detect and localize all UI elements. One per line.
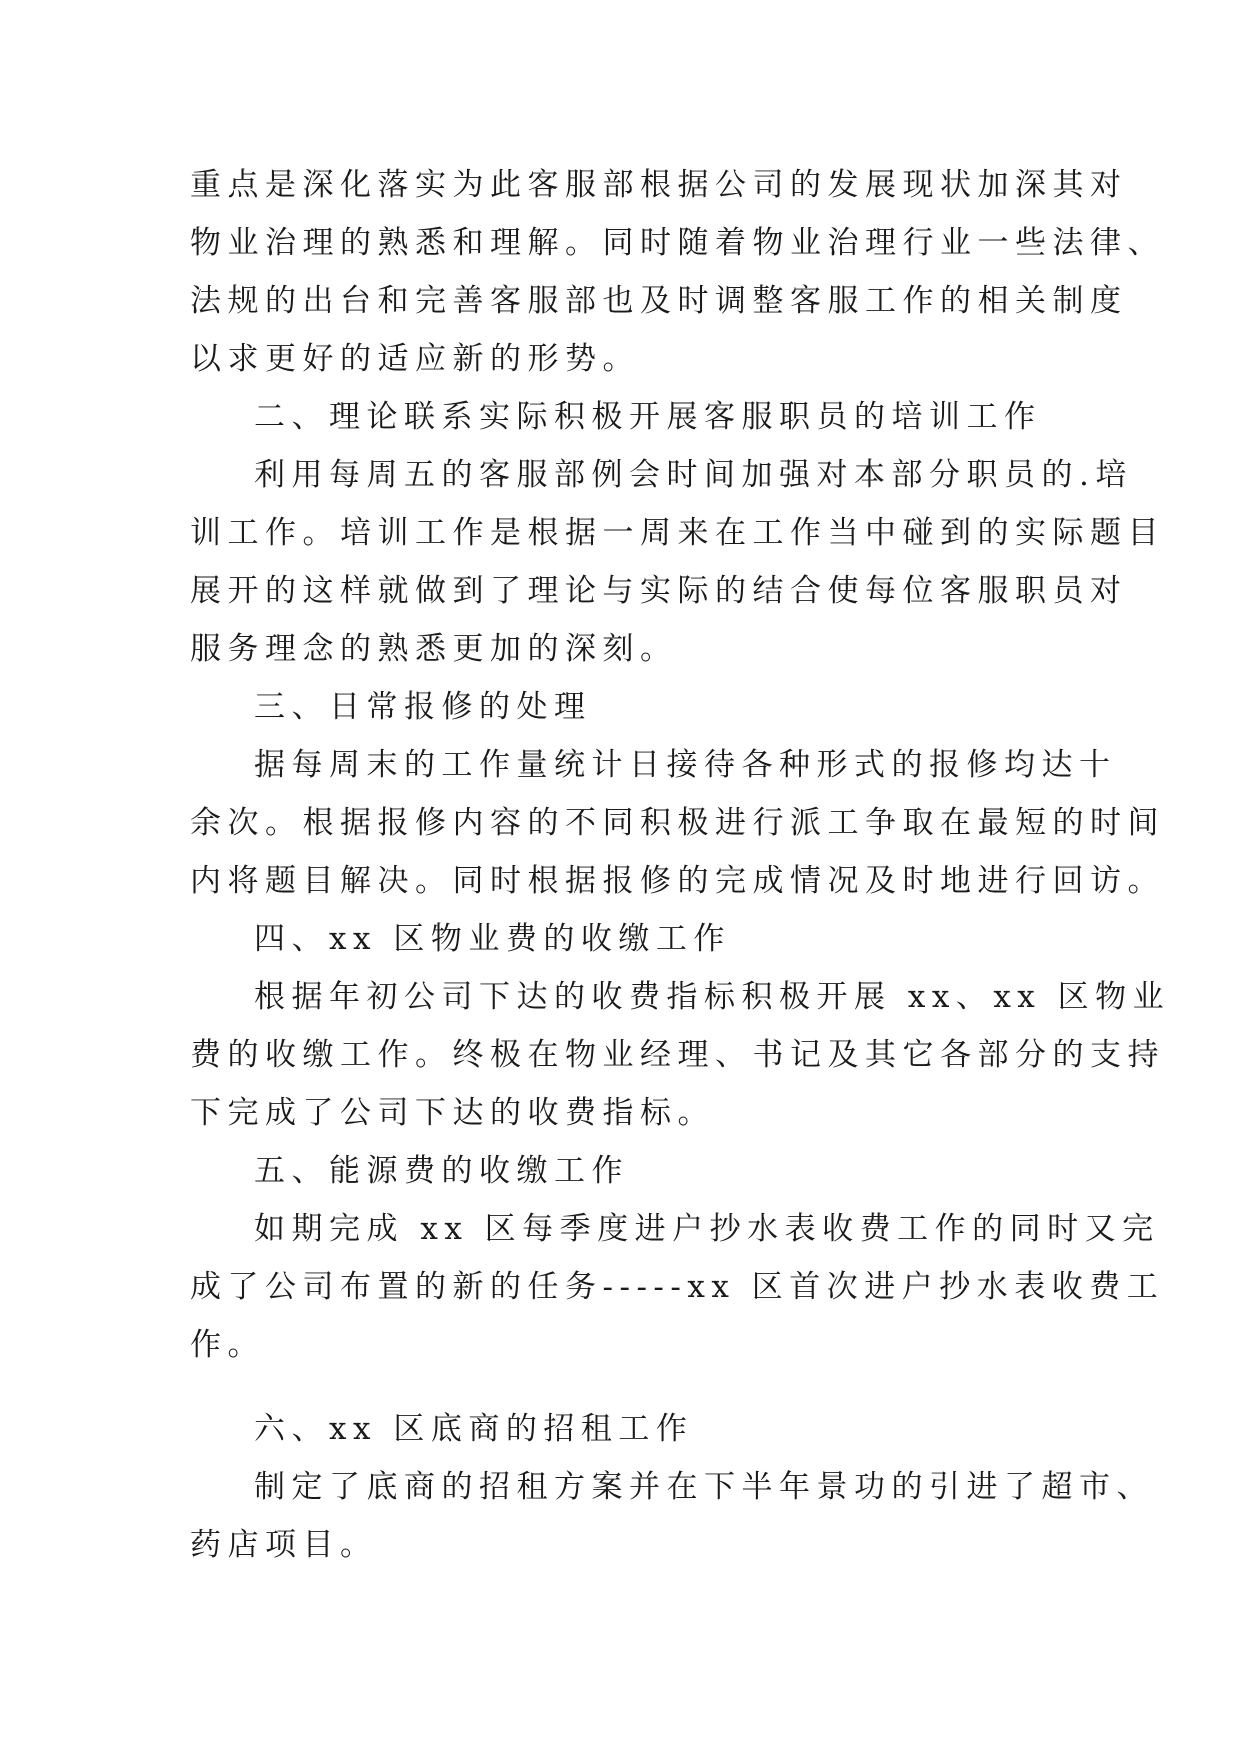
section-heading-5: 五、能源费的收缴工作: [254, 1153, 629, 1189]
text-line: 以求更好的适应新的形势。: [190, 341, 640, 377]
section-heading-3: 三、日常报修的处理: [254, 689, 592, 725]
text-line: 内将题目解决。同时根据报修的完成情况及时地进行回访。: [190, 863, 1165, 899]
text-line: 作。: [190, 1327, 265, 1363]
text-line: 余次。根据报修内容的不同积极进行派工争取在最短的时间: [190, 805, 1165, 841]
text-line: 服务理念的熟悉更加的深刻。: [190, 631, 678, 667]
section-heading-2: 二、理论联系实际积极开展客服职员的培训工作: [254, 399, 1042, 435]
section-heading-6: 六、xx 区底商的招租工作: [254, 1411, 694, 1447]
document-body: [190, 156, 1171, 1574]
text-line: 成了公司布置的新的任务-----xx 区首次进户抄水表收费工: [190, 1269, 1165, 1305]
text-line: 法规的出台和完善客服部也及时调整客服工作的相关制度: [190, 283, 1128, 319]
text-line: 制定了底商的招租方案并在下半年景功的引进了超市、: [254, 1469, 1154, 1505]
text-line: 如期完成 xx 区每季度进户抄水表收费工作的同时又完: [254, 1211, 1160, 1247]
text-line: 下完成了公司下达的收费指标。: [190, 1095, 715, 1131]
text-line: 利用每周五的客服部例会时间加强对本部分职员的.培: [254, 457, 1133, 493]
text-line: 根据年初公司下达的收费指标积极开展 xx、xx 区物业: [254, 979, 1171, 1015]
section-heading-4: 四、xx 区物业费的收缴工作: [254, 921, 731, 957]
text-line: 训工作。培训工作是根据一周来在工作当中碰到的实际题目: [190, 515, 1165, 551]
text-line: 展开的这样就做到了理论与实际的结合使每位客服职员对: [190, 573, 1128, 609]
text-line: 物业治理的熟悉和理解。同时随着物业治理行业一些法律、: [190, 225, 1165, 261]
text-line: 重点是深化落实为此客服部根据公司的发展现状加深其对: [190, 167, 1128, 203]
text-line: 药店项目。: [190, 1527, 378, 1563]
text-line: 费的收缴工作。终极在物业经理、书记及其它各部分的支持: [190, 1037, 1165, 1073]
text-line: 据每周末的工作量统计日接待各种形式的报修均达十: [254, 747, 1117, 783]
